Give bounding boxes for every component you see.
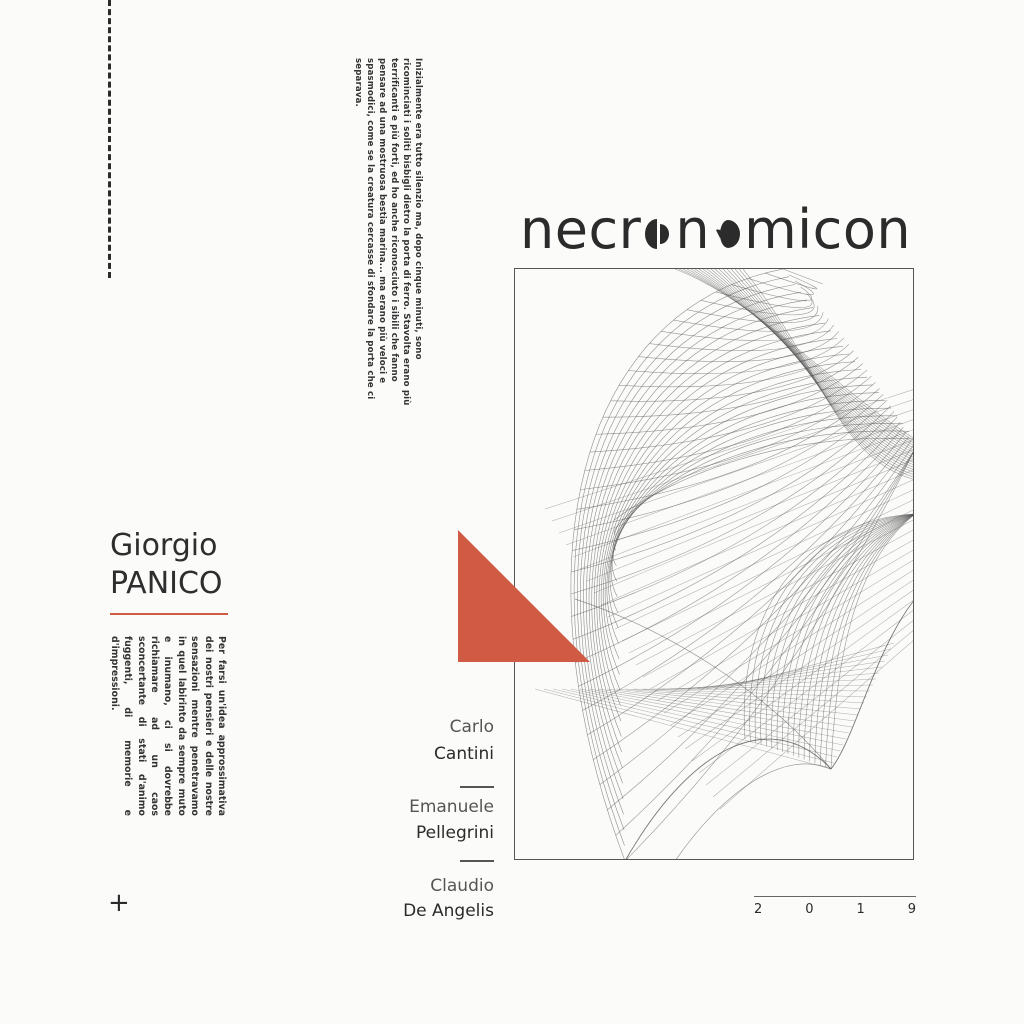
title-part-1: necr — [520, 198, 642, 261]
dashed-vertical-rule — [108, 0, 111, 278]
author-last-name: PANICO — [110, 566, 223, 601]
contributor-2-last-name: Pellegrini — [415, 823, 494, 843]
intro-text-block — [110, 636, 228, 816]
contributor-1-first-name: Carlo — [449, 717, 494, 737]
contributor-divider — [460, 786, 494, 788]
album-title — [520, 198, 911, 261]
author-first-name: Giorgio — [110, 528, 218, 563]
plus-icon: + — [108, 888, 130, 918]
contributor-1-last-name: Cantini — [434, 744, 494, 764]
year-digit: 2 — [754, 902, 763, 917]
story-paragraph: Inizialmente era tutto silenzio ma, dopo cinque minuti, sono ricominciati i soliti bisbigli dietro la porta di ferro. Stavolta erano più terrificanti e più forti, ed ho anche riconosciuto i sibili che fanno pensare ad una mostruosa bestia marina... ma erano più veloci e spasmodici, come se la creatura cercasse di sfondare la porta che ci separava. — [353, 58, 423, 406]
red-triangle-icon — [456, 528, 592, 664]
contributor-divider — [460, 860, 494, 862]
contributor-3-last-name: De Angelis — [403, 901, 494, 921]
intro-paragraph: Per farsi un'idea approssimativa dei nostri pensieri e delle nostre sensazioni mentre penetravamo in quel labirinto da sempre muto e inumano, ci si dovrebbe richiamare ad un caos sconcertante di stati d'animo fuggenti, di memorie e d'impressioni. — [108, 636, 227, 816]
title-part-2: n — [675, 198, 711, 261]
author-underline — [110, 613, 228, 615]
split-o-glyph-icon — [712, 202, 742, 238]
title-part-3: micon — [744, 198, 912, 261]
release-year — [754, 902, 916, 917]
contributor-3-first-name: Claudio — [430, 876, 494, 896]
year-digit: 0 — [805, 902, 814, 917]
year-digit: 9 — [907, 902, 916, 917]
contributor-2-first-name: Emanuele — [409, 797, 494, 817]
story-text-block — [352, 58, 424, 420]
split-o-glyph-icon — [643, 202, 673, 238]
year-rule — [754, 896, 916, 897]
year-digit: 1 — [856, 902, 865, 917]
